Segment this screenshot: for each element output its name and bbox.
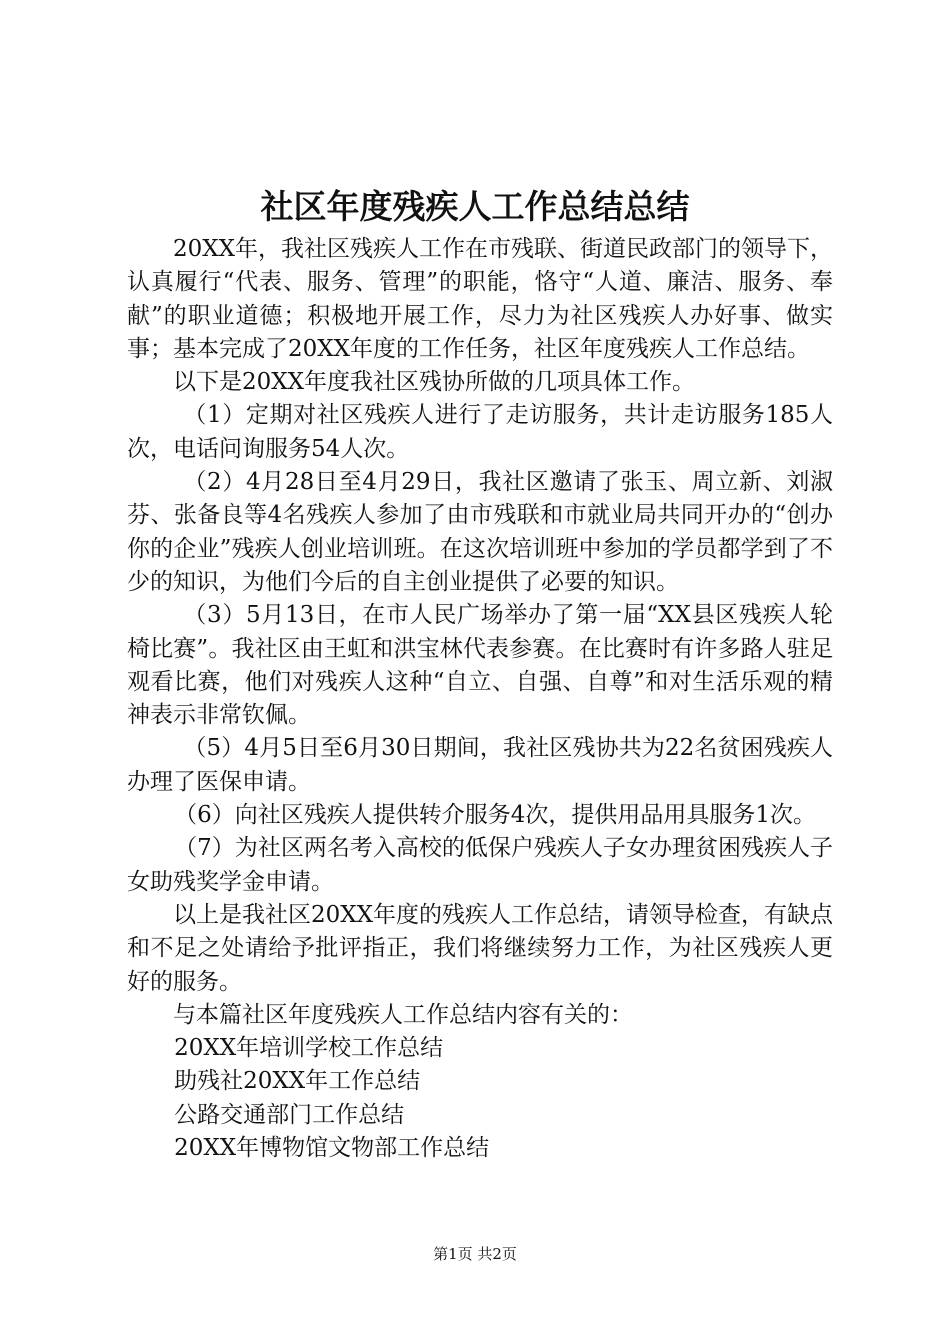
paragraph-conclusion: 以上是我社区20XX年度的残疾人工作总结，请领导检查，有缺点和不足之处请给予批评指正，我们将继续努力工作，为社区残疾人更好的服务。	[127, 901, 834, 995]
paragraph-item-7: （7）为社区两名考入高校的低保户残疾人子女办理贫困残疾人子女助残奖学金申请。	[127, 835, 833, 895]
related-link[interactable]: 20XX年博物馆文物部工作总结	[174, 1135, 490, 1162]
related-link[interactable]: 助残社20XX年工作总结	[174, 1068, 421, 1095]
paragraph-item-2: （2）4月28日至4月29日，我社区邀请了张玉、周立新、刘淑芬、张备良等4名残疾人参加了由市残联和市就业局共同开办的“创办你的企业”残疾人创业培训班。在这次培训班中参加的学员都学到了不少的知识，为他们今后的自主创业提供了必要的知识。	[127, 469, 833, 595]
paragraph-item-5: （5）4月5日至6月30日期间，我社区残协共为22名贫困残疾人办理了医保申请。	[127, 735, 833, 795]
paragraph-lead: 以下是20XX年度我社区残协所做的几项具体工作。	[173, 369, 696, 396]
paragraph-related-heading: 与本篇社区年度残疾人工作总结内容有关的：	[173, 1001, 633, 1028]
paragraph-item-6: （6）向社区残疾人提供转介服务4次，提供用品用具服务1次。	[174, 802, 817, 829]
related-link[interactable]: 20XX年培训学校工作总结	[174, 1035, 444, 1062]
page-footer: 第1页 共2页	[433, 1245, 517, 1263]
paragraph-item-1: （1）定期对社区残疾人进行了走访服务，共计走访服务185人次，电话问询服务54人次。	[127, 402, 833, 462]
paragraph-item-3: （3）5月13日，在市人民广场举办了第一届“XX县区残疾人轮椅比赛”。我社区由王虹和洪宝林代表参赛。在比赛时有许多路人驻足观看比赛，他们对残疾人这种“自立、自强、自尊”和对生活乐观的精神表示非常钦佩。	[127, 602, 833, 729]
document-body	[127, 233, 833, 1165]
paragraph-intro: 20XX年，我社区残疾人工作在市残联、街道民政部门的领导下，认真履行“代表、服务、管理”的职能，恪守“人道、廉洁、服务、奉献”的职业道德；积极地开展工作，尽力为社区残疾人办好事、做实事；基本完成了20XX年度的工作任务，社区年度残疾人工作总结。	[127, 236, 834, 362]
related-link[interactable]: 公路交通部门工作总结	[174, 1101, 405, 1128]
document-title: 社区年度残疾人工作总结总结	[260, 187, 690, 226]
